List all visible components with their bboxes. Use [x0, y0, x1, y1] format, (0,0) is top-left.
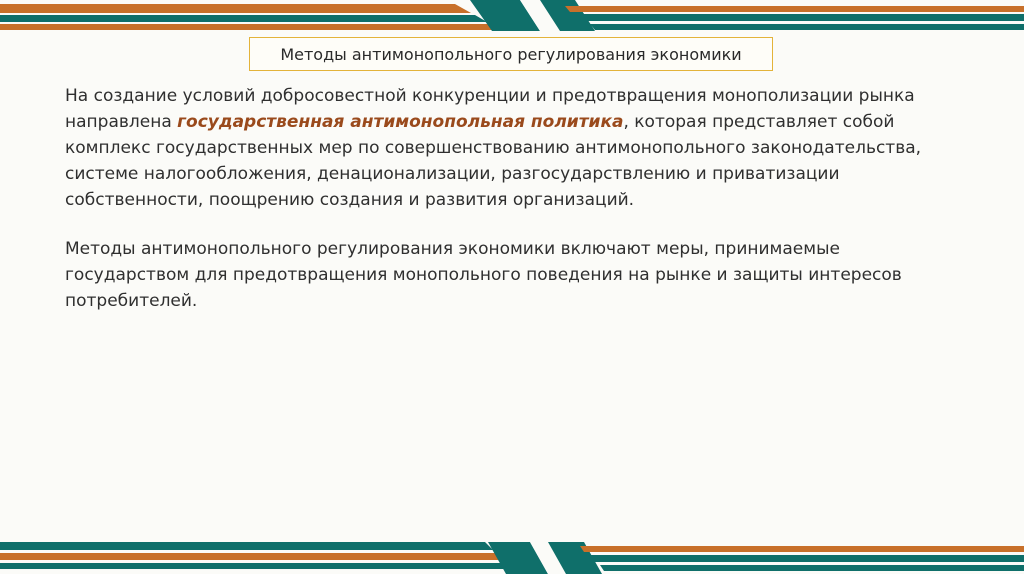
- paragraph-1-highlight: государственная антимонопольная политика: [177, 112, 624, 132]
- paragraph-1-intro: На создание условий добросовестной конкуренции и предотвращения монополизации рынка направлена: [65, 86, 915, 132]
- title-box: [249, 37, 773, 71]
- paragraph-2: Методы антимонопольного регулирования экономики включают меры, принимаемые государством для предотвращения монопольного поведения на рынке и защиты интересов потребителей.: [65, 239, 902, 311]
- paragraph-1-rest: , которая представляет собой комплекс государственных мер по совершенствованию антимонопольного законодательства, системе налогообложения, денационализации, разгосударствлению и приватизации собственности, поощрению создания и развития организаций.: [65, 112, 922, 210]
- paragraph-1: [65, 83, 965, 213]
- top-decorative-stripes: [0, 0, 1024, 36]
- bottom-decorative-stripes: [0, 538, 1024, 574]
- slide-title: Методы антимонопольного регулирования экономики: [280, 44, 742, 64]
